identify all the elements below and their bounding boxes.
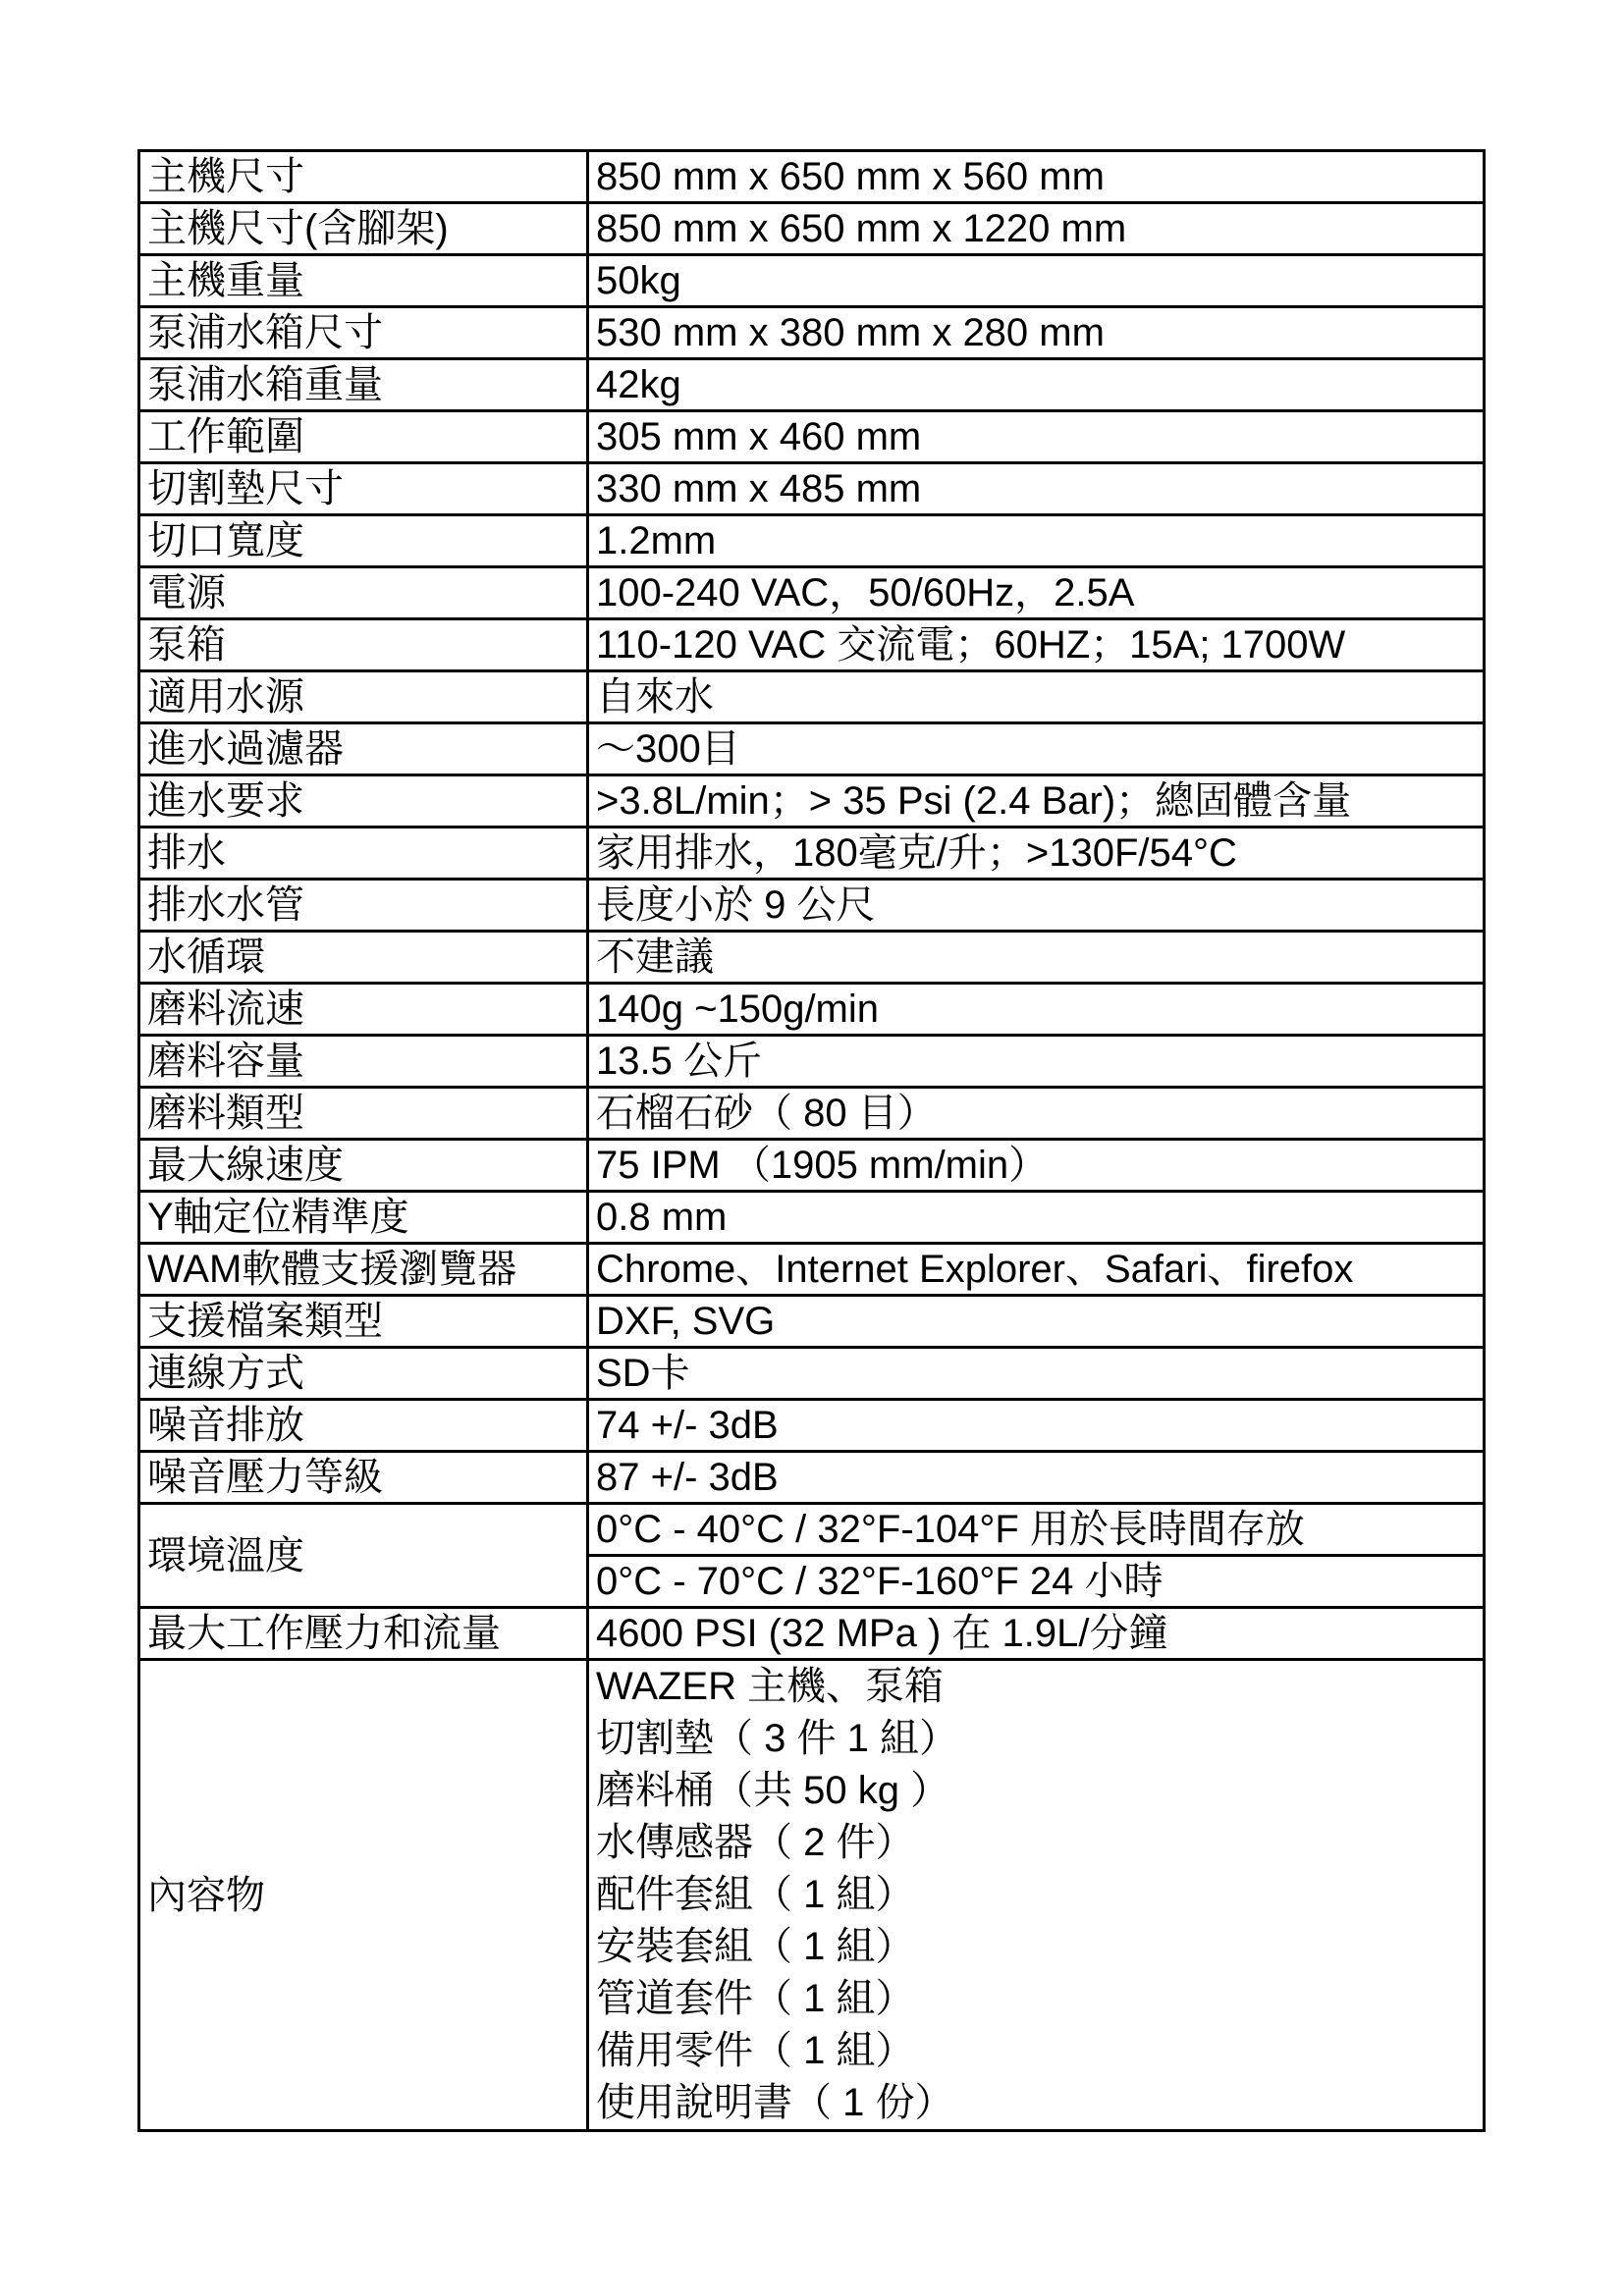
spec-value: 長度小於 9 公尺 (588, 880, 1485, 932)
spec-label: 最大線速度 (139, 1140, 588, 1192)
spec-label: 適用水源 (139, 671, 588, 723)
spec-label: 主機尺寸(含腳架) (139, 203, 588, 255)
spec-value: 110-120 VAC 交流電；60HZ；15A; 1700W (588, 619, 1485, 671)
spec-label: 泵浦水箱尺寸 (139, 307, 588, 359)
spec-label: 切口寬度 (139, 515, 588, 567)
spec-value: 75 IPM （1905 mm/min） (588, 1140, 1485, 1192)
spec-label: 排水 (139, 828, 588, 880)
spec-row (139, 151, 1485, 203)
spec-value: 330 mm x 485 mm (588, 463, 1485, 515)
spec-row (139, 1088, 1485, 1140)
spec-label: 連線方式 (139, 1348, 588, 1400)
spec-value: SD卡 (588, 1348, 1485, 1400)
spec-value: 13.5 公斤 (588, 1036, 1485, 1088)
ambient-temperature-value: 0°C - 70°C / 32°F-160°F 24 小時 (588, 1556, 1485, 1608)
spec-table (137, 149, 1486, 2132)
contents-item: 管道套件（ 1 組） (596, 1977, 915, 2020)
spec-value: 305 mm x 460 mm (588, 411, 1485, 463)
spec-row (139, 255, 1485, 307)
spec-row (139, 723, 1485, 775)
spec-value: 74 +/- 3dB (588, 1400, 1485, 1452)
spec-row (139, 411, 1485, 463)
spec-row (139, 463, 1485, 515)
ambient-temperature-label: 環境溫度 (139, 1504, 588, 1608)
spec-row (139, 932, 1485, 984)
contents-item: 使用說明書（ 1 份） (596, 2081, 954, 2124)
spec-label: 磨料容量 (139, 1036, 588, 1088)
spec-label: 進水要求 (139, 775, 588, 828)
spec-value: 42kg (588, 359, 1485, 411)
contents-item: 磨料桶（共 50 kg ） (596, 1769, 950, 1812)
spec-row (139, 1244, 1485, 1296)
contents-label: 內容物 (139, 1660, 588, 2131)
spec-label: 工作範圍 (139, 411, 588, 463)
spec-label: Y軸定位精準度 (139, 1192, 588, 1244)
spec-value: 石榴石砂（ 80 目） (588, 1088, 1485, 1140)
spec-row (139, 619, 1485, 671)
contents-item: 水傳感器（ 2 件） (596, 1821, 915, 1864)
spec-value: >3.8L/min；> 35 Psi (2.4 Bar)；總固體含量 (588, 775, 1485, 828)
spec-value: DXF, SVG (588, 1296, 1485, 1348)
spec-label: 切割墊尺寸 (139, 463, 588, 515)
spec-row-contents (139, 1660, 1485, 2131)
max-pressure-label: 最大工作壓力和流量 (139, 1608, 588, 1660)
spec-row (139, 1452, 1485, 1504)
spec-label: 水循環 (139, 932, 588, 984)
contents-item: WAZER 主機、泵箱 (596, 1665, 945, 1708)
spec-value: 0.8 mm (588, 1192, 1485, 1244)
spec-row (139, 984, 1485, 1036)
spec-label: 泵箱 (139, 619, 588, 671)
spec-row (139, 1192, 1485, 1244)
spec-value: Chrome、Internet Explorer、Safari、firefox (588, 1244, 1485, 1296)
spec-row (139, 307, 1485, 359)
max-pressure-value: 4600 PSI (32 MPa ) 在 1.9L/分鐘 (588, 1608, 1485, 1660)
spec-label: 電源 (139, 567, 588, 619)
spec-label: 泵浦水箱重量 (139, 359, 588, 411)
spec-value: 530 mm x 380 mm x 280 mm (588, 307, 1485, 359)
spec-label: 支援檔案類型 (139, 1296, 588, 1348)
spec-label: 主機重量 (139, 255, 588, 307)
spec-value: 1.2mm (588, 515, 1485, 567)
spec-label: 磨料流速 (139, 984, 588, 1036)
ambient-temperature-value: 0°C - 40°C / 32°F-104°F 用於長時間存放 (588, 1504, 1485, 1556)
spec-value: 不建議 (588, 932, 1485, 984)
contents-item: 切割墊（ 3 件 1 組） (596, 1717, 958, 1760)
spec-row (139, 1400, 1485, 1452)
spec-value: 87 +/- 3dB (588, 1452, 1485, 1504)
spec-label: 磨料類型 (139, 1088, 588, 1140)
spec-row (139, 203, 1485, 255)
contents-item: 安裝套組（ 1 組） (596, 1925, 915, 1968)
spec-value: 850 mm x 650 mm x 1220 mm (588, 203, 1485, 255)
spec-label: 進水過濾器 (139, 723, 588, 775)
spec-row-max-pressure (139, 1608, 1485, 1660)
spec-value: 自來水 (588, 671, 1485, 723)
spec-value: 850 mm x 650 mm x 560 mm (588, 151, 1485, 203)
spec-value: ～300目 (588, 723, 1485, 775)
spec-row (139, 880, 1485, 932)
spec-label: WAM軟體支援瀏覽器 (139, 1244, 588, 1296)
spec-row (139, 671, 1485, 723)
spec-label: 主機尺寸 (139, 151, 588, 203)
contents-list (588, 1660, 1485, 2131)
spec-row (139, 775, 1485, 828)
spec-value: 家用排水，180毫克/升；>130F/54°C (588, 828, 1485, 880)
spec-row (139, 515, 1485, 567)
spec-row (139, 567, 1485, 619)
spec-row (139, 828, 1485, 880)
spec-row (139, 359, 1485, 411)
spec-value: 50kg (588, 255, 1485, 307)
spec-row (139, 1036, 1485, 1088)
contents-item: 備用零件（ 1 組） (596, 2029, 915, 2072)
spec-row (139, 1348, 1485, 1400)
contents-item: 配件套組（ 1 組） (596, 1873, 915, 1916)
spec-row (139, 1296, 1485, 1348)
spec-value: 100-240 VAC，50/60Hz，2.5A (588, 567, 1485, 619)
spec-label: 噪音壓力等級 (139, 1452, 588, 1504)
spec-value: 140g ~150g/min (588, 984, 1485, 1036)
spec-row (139, 1140, 1485, 1192)
spec-row-ambient-temperature (139, 1504, 1485, 1556)
spec-label: 噪音排放 (139, 1400, 588, 1452)
spec-label: 排水水管 (139, 880, 588, 932)
